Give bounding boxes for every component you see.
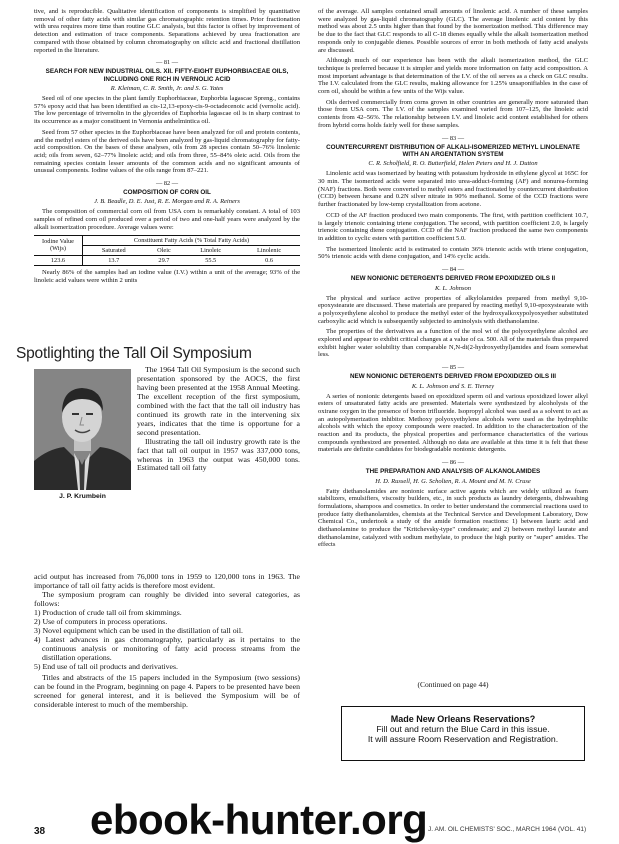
table-column-header: Linolenic [238, 245, 300, 255]
watermark-text: ebook-hunter.org [90, 796, 428, 843]
list-item: 5) End use of tall oil products and derivatives. [34, 661, 178, 671]
list-item: 2) Use of computers in process operations. [34, 616, 168, 626]
feature-wide-column [34, 573, 300, 710]
feature-narrow-column [137, 366, 300, 473]
list-item: 1) Production of crude tall oil from skimmings. [34, 607, 182, 617]
corn-oil-table [34, 235, 300, 267]
abstract-number: — 86 — [441, 459, 465, 467]
table-cell: 0.6 [238, 255, 300, 265]
abstract-title: NEW NONIONIC DETERGENTS DERIVED FROM EPOXIDIZED OILS III [349, 373, 557, 381]
table-row [34, 255, 300, 265]
left-column [34, 8, 300, 288]
carryover-paragraph: of the average. All samples contained small amounts of linolenic acid. A number of these samples were analyzed by gas-liquid chromatography (GLC). The average linolenic acid content by this method was about 2.5 units higher than that found by the isomerization method. This difference may be due to the fact that GLC responds to all C-18 dienes equally while the alkali isomerization method responds only to conjugable dienes. Possible sources of error in both methods of fatty acid analysis are discussed. [318, 8, 588, 54]
table-cell: 123.6 [34, 255, 83, 265]
abstract-title: SEARCH FOR NEW INDUSTRIAL OILS. XII. FIFTY-EIGHT EUPHORBIACEAE OILS, INCLUDING ONE RICH IN VERNOLIC ACID [45, 68, 289, 83]
journal-footer: J. AM. OIL CHEMISTS' SOC., MARCH 1964 (VOL. 41) [428, 826, 587, 833]
table-column-header: Saturated [83, 245, 145, 255]
carryover-paragraph: tive, and is reproducible. Qualitative identification of components is simplified by quantitative removal of other fatty acids with similar gas chromatographic retention times. Prior fractionation with urea requires more time than routine GLC analysis, but this factor is offset by improvement of detection and estimation of trace components. Separations achieved by urea fractionation are compared with those obtained by column chromatography on silicic acid and fractional distillation reported in the literature. [34, 8, 300, 54]
table-column-header: Linoleic [183, 245, 238, 255]
abstract-authors: H. D. Russell, H. G. Scholten, R. A. Mount and M. N. Cruse [375, 477, 531, 485]
notice-title: Made New Orleans Reservations? [390, 714, 536, 724]
abstract-number: — 81 — [155, 59, 179, 67]
right-column [318, 8, 588, 552]
abstract-title: NEW NONIONIC DETERGENTS DERIVED FROM EPOXIDIZED OILS II [350, 275, 556, 283]
list-item: 3) Novel equipment which can be used in the distillation of tall oil. [34, 625, 243, 635]
abstract-title: THE PREPARATION AND ANALYSIS OF ALKANOLAMIDES [365, 468, 541, 476]
abstract-paragraph: The properties of the derivatives as a function of the mol wt of the polyoxyethylene alcohol are explored and appear to exhibit critical changes at a value of ca. 500. All of the materials thus prepared exhibit higher water solubility than comparable N,N-di(2-hydroxyethyl)amides and foam somewhat less. [318, 328, 588, 359]
abstract-number: — 83 — [441, 134, 465, 142]
abstract-number: — 85 — [441, 364, 465, 372]
abstract-paragraph: Although much of our experience has been with the alkali isomerization method, the GLC technique is preferred because it is simpler and yields more information on fatty acid composition. A most important advantage is that determination of the I.V. of the oil serves as a check on GLC results. The I.V. calculated from the GLC results, making allowance for 1.25% unsaponifiables in the case of corn oil, should be within a few units of the Wijs value. [318, 57, 588, 96]
continued-note: (Continued on page 44) [417, 680, 489, 689]
abstract-authors: K. L. Johnson [434, 284, 472, 292]
notice-line: Fill out and return the Blue Card in this issue. [376, 724, 550, 734]
abstract-paragraph: The isomerized linolenic acid is estimated to contain 36% trienoic acids with triene conjugation, 50% trienoic acids with diene conjugation, and 14% cyclic acids. [318, 245, 588, 261]
photo-caption: J. P. Krumbein [59, 493, 106, 500]
abstract-paragraph: Fatty diethanolamides are nonionic surface active agents which are widely utilized as foam stabilizers, emulsifiers, viscosity builders, etc., in such products as laundry detergents, dishwashing formulations, shampoos and cosmetics. In order to better understand the commercial reactions used to produce fatty diethanolamides, chemists at the Technical Service and Development Laboratory, Dow Chemical Co., undertook a study of the amide formation reactions: 1) between lauric acid and diethanolamine to produce the "Kritchevsky-type" condensate; and 2) between methyl laurate and diethanolamine, catalyzed with sodium methylate, to produce the high purity or "super" amides. The effects [318, 487, 588, 549]
list-item: 4) Latest advances in gas chromatography, particularly as it pertains to the continuous analysis or monitoring of fatty acid process streams from the distillation operations. [34, 634, 300, 662]
table-stub-header: Iodine Value (Wijs) [34, 235, 83, 255]
abstract-title: COMPOSITION OF CORN OIL [123, 189, 211, 197]
abstract-paragraph: A series of nonionic detergents based on epoxidized sperm oil and various epoxidized lower alkyl esters of unsaturated fatty acids are presented. Materials were synthesized by alcoholysis of the oxirane oxygen in the presence of boron trifluoride. Isopropyl alcohol was used as a solvent to act as an autopolymerization inhibitor. Methoxy polyoxyethylene alcohols were used as the hydrophilic alcohols with which the epoxy compounds were reacted. In addition to the characterization of the reaction and its products, the physical properties and performance characteristics of the various compounds synthesized are presented. Although no data are available at this time it is felt that these materials are definite candidates for biodegradable nonionic detergents. [318, 392, 588, 454]
abstract-title: COUNTERCURRENT DISTRIBUTION OF ALKALI-ISOMERIZED METHYL LINOLENATE WITH AN ARGENTATION SYSTEM [326, 143, 580, 158]
reservation-notice-box [341, 706, 585, 761]
abstract-paragraph: Seed from 57 other species in the Euphorbiaceae have been analyzed for oil and protein contents, and the methyl esters of the derived oils have been analyzed by gas-liquid chromatography for fatty-acid composition. On the bases of these analyses, oils from 28 species contain 50–76% linolenic acid; oils from seven, 62–77% linoleic acid; and oils from three, 55–84% oleic acid. Oils from the remaining species contain lesser amounts of the common acids and no significant amounts of unusual components. Iodine values of the oils range from 87–221. [34, 128, 300, 175]
table-group-header: Constituent Fatty Acids (% Total Fatty Acids) [83, 235, 301, 245]
abstract-paragraph: Nearly 86% of the samples had an iodine value (I.V.) within a unit of the average; 93% of the linoleic acid values were within 2 units [34, 269, 300, 284]
author-photo [34, 369, 131, 490]
feature-paragraph: acid output has increased from 76,000 tons in 1959 to 120,000 tons in 1963. The importance of tall oil fatty acids is therefore most evident. [34, 572, 300, 590]
abstract-authors: R. Kleiman, C. R. Smith, Jr. and S. G. Yates [110, 85, 224, 93]
abstract-number: — 82 — [155, 180, 179, 188]
feature-paragraph: The symposium program can roughly be divided into several categories, as follows: [34, 589, 300, 608]
table-cell: 55.5 [183, 255, 238, 265]
abstract-number: — 84 — [441, 266, 465, 274]
abstract-paragraph: Seed oil of one species in the plant family Euphorbiaceae, Euphorbia lagascae Spreng., contains 57% epoxy acid that has been identified as cis-12,13-epoxy-cis-9-octadecenoic acid (vernolic acid). The low percentage of trivernolin in the glycerides of Euphorbia lagascae oil is in sharp contrast to its occurrence as a major constituent in Vernonia anthelmintica oil. [34, 95, 300, 126]
abstract-authors: C. R. Scholfield, R. O. Butterfield, Helen Peters and H. J. Dutton [368, 160, 538, 168]
abstract-paragraph: CCD of the AF fraction produced two main components. The first, with partition coefficient 10.7, is largely trienoic containing triene conjugation. The second, with partition coefficient 2.0, is largely trienoic containing diene conjugation. CCD of the NAF fraction produced the same two components in addition to cyclic esters with partition coefficient 5.0. [318, 211, 588, 242]
feature-heading: Spotlighting the Tall Oil Symposium [16, 345, 252, 362]
abstract-paragraph: Oils derived commercially from corns grown in other countries are generally more saturated than those from USA corn. The I.V. of the samples examined varied from 107–125, the linoleic acid contents from 42–56%. The relationship between I.V. and linoleic acid content established for others from hybrid corns holds fairly well for these samples. [318, 98, 588, 129]
feature-paragraph: The 1964 Tall Oil Symposium is the second such presentation sponsored by the AOCS, the first having been presented at the 1958 Annual Meeting. The excellent reception of the first symposium, combined with the fact that the tall oil industry has continued its growth rate in the intervening six years, indicates that the time is opportune for a second presentation. [137, 365, 300, 437]
abstract-authors: J. B. Beadle, D. E. Just, R. E. Morgan and R. A. Reiners [94, 198, 240, 206]
abstract-paragraph: The composition of commercial corn oil from USA corn is remarkably constant. A total of 103 samples of refined corn oil produced over a period of two and one-half years were analyzed by the alkali isomerization procedure. Average values were: [34, 208, 300, 231]
abstract-authors: K. L. Johnson and S. E. Tierney [411, 382, 495, 390]
table-cell: 13.7 [83, 255, 145, 265]
notice-line: It will assure Room Reservation and Registration. [367, 734, 559, 745]
abstract-paragraph: The physical and surface active properties of alkylolamides prepared from methyl 9,10-epoxystearate are discussed. These materials are prepared by reacting methyl 9,10-epoxystearate with a polyoxyethylene alcohol to produce the methyl ester of the hydroxyalkoxypolyoxyether substituted carboxylic acid which is subsequently subjected to aminolysis with diethanolamine. [318, 294, 588, 325]
abstract-paragraph: Linolenic acid was isomerized by heating with potassium hydroxide in ethylene glycol at 165C for 30 min. The isomerized acids were separated into urea-adduct-forming (AF) and nonurea-forming (NAF) fractions. Both were converted to methyl esters and fractionated by countercurrent distribution (CCD) between hexane and 0.2N silver nitrate in 90% methanol. Some of the CCD fractions were further fractionated by low-temp crystallization from acetone. [318, 170, 588, 209]
feature-paragraph: Titles and abstracts of the 15 papers included in the Symposium (two sessions) can be found in the Program, beginning on page 4. Papers to be presented have been screened for general interest, and it is believed the Symposium will be of considerable interest to much of the membership. [34, 673, 300, 710]
table-column-header: Oleic [145, 245, 184, 255]
portrait-image [34, 369, 131, 490]
page-number: 38 [34, 826, 46, 837]
table-cell: 29.7 [145, 255, 184, 265]
feature-paragraph: Illustrating the tall oil industry growth rate is the fact that tall oil output in 1957 was 337,000 tons, whereas in 1963 the output was 450,000 tons. Estimated tall oil fatty [137, 436, 300, 473]
